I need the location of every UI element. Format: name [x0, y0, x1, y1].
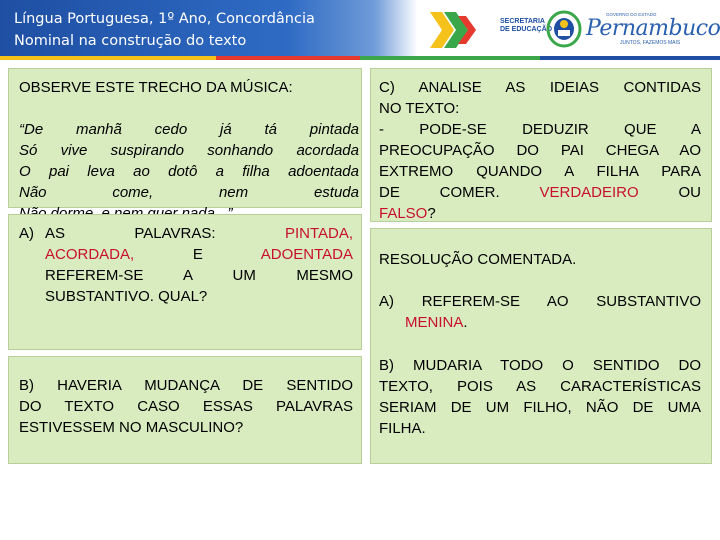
header-bar: [0, 0, 720, 60]
question-c-line-6-pre: DE COMER.: [379, 184, 500, 201]
question-a-line-1-pre: AS PALAVRAS:: [45, 225, 216, 242]
answer-a-period: .: [463, 314, 468, 331]
question-c-line-7-post: ?: [427, 205, 436, 222]
resolution-box: [370, 228, 712, 464]
question-a-line-2-mid: E: [192, 246, 203, 263]
question-a-box: [8, 214, 362, 350]
music-lyrics: [19, 119, 359, 224]
answer-b-line-1: B) MUDARIA TODO O SENTIDO DO: [379, 357, 701, 374]
highlight-pintada: PINTADA,: [284, 225, 354, 242]
answer-b: [379, 355, 701, 439]
lyric-line-4: Não come, nem estuda: [19, 184, 359, 201]
lyric-line-2: Só vive suspirando sonhando acordada: [19, 142, 359, 159]
answer-a-line-1: A) REFEREM-SE AO SUBSTANTIVO: [379, 293, 701, 310]
highlight-adoentada: ADOENTADA: [260, 246, 354, 263]
question-a-label: A): [19, 225, 34, 242]
answer-b-line-3: SERIAM DE UM FILHO, NÃO DE UMA: [379, 399, 701, 416]
question-c-line-7: [379, 203, 701, 224]
question-c-box: [370, 68, 712, 222]
question-a-text: [45, 223, 353, 307]
question-c-line-2: NO TEXTO:: [379, 100, 460, 117]
highlight-falso: FALSO: [379, 205, 428, 222]
answer-b-line-2: TEXTO, POIS AS CARACTERÍSTICAS: [379, 378, 701, 395]
brand-top-label: GOVERNO DO ESTADO: [606, 12, 657, 17]
question-c-line-6: [379, 182, 701, 203]
secretaria-line-1: SECRETARIA: [500, 18, 545, 25]
secretaria-label: [500, 18, 552, 34]
question-b-line-1: B) HAVERIA MUDANÇA DE SENTIDO: [19, 377, 353, 394]
question-a-line-4: SUBSTANTIVO. QUAL?: [45, 288, 208, 305]
answer-a-line-2: [379, 312, 701, 333]
question-a-line-3: REFEREM-SE A UM MESMO: [45, 267, 353, 284]
music-box-title: OBSERVE ESTE TRECHO DA MÚSICA:: [19, 79, 293, 96]
brand-slogan: JUNTOS, FAZEMOS MAIS: [620, 40, 681, 46]
page-title: [14, 8, 315, 52]
question-b-line-2: DO TEXTO CASO ESSAS PALAVRAS: [19, 398, 353, 415]
chevron-logo-icon: [428, 8, 478, 52]
answer-b-line-4: FILHA.: [379, 420, 426, 437]
lyric-line-1: “De manhã cedo já tá pintada: [19, 121, 359, 138]
title-line-2: Nominal na construção do texto: [14, 33, 247, 49]
brand-logo-text: Pernambuco: [586, 16, 720, 41]
color-stripe: [0, 56, 720, 60]
question-a-line-1: [45, 223, 353, 244]
answer-a: [379, 291, 701, 333]
secretaria-line-2: DE EDUCAÇÃO: [500, 26, 553, 33]
music-excerpt-box: [8, 68, 362, 208]
question-c-line-5: EXTREMO QUANDO A FILHA PARA: [379, 163, 701, 180]
highlight-menina: MENINA: [405, 314, 464, 331]
highlight-verdadeiro: VERDADEIRO: [539, 184, 639, 201]
resolution-title: RESOLUÇÃO COMENTADA.: [379, 251, 577, 268]
question-c-line-1: C) ANALISE AS IDEIAS CONTIDAS: [379, 79, 701, 96]
question-c: [379, 77, 701, 224]
question-c-line-4: PREOCUPAÇÃO DO PAI CHEGA AO: [379, 142, 701, 159]
question-c-line-3: - PODE-SE DEDUZIR QUE A: [379, 121, 701, 138]
lyric-line-3: O pai leva ao dotô a filha adoentada: [19, 163, 359, 180]
highlight-acordada: ACORDADA,: [45, 246, 135, 263]
question-a-line-2: [45, 244, 353, 265]
coat-of-arms-icon: [546, 10, 582, 48]
title-line-1: Língua Portuguesa, 1º Ano, Concordância: [14, 11, 315, 27]
question-b: [19, 375, 353, 438]
question-b-line-3: ESTIVESSEM NO MASCULINO?: [19, 419, 244, 436]
question-b-box: [8, 356, 362, 464]
question-c-line-6-post: OU: [678, 184, 701, 201]
